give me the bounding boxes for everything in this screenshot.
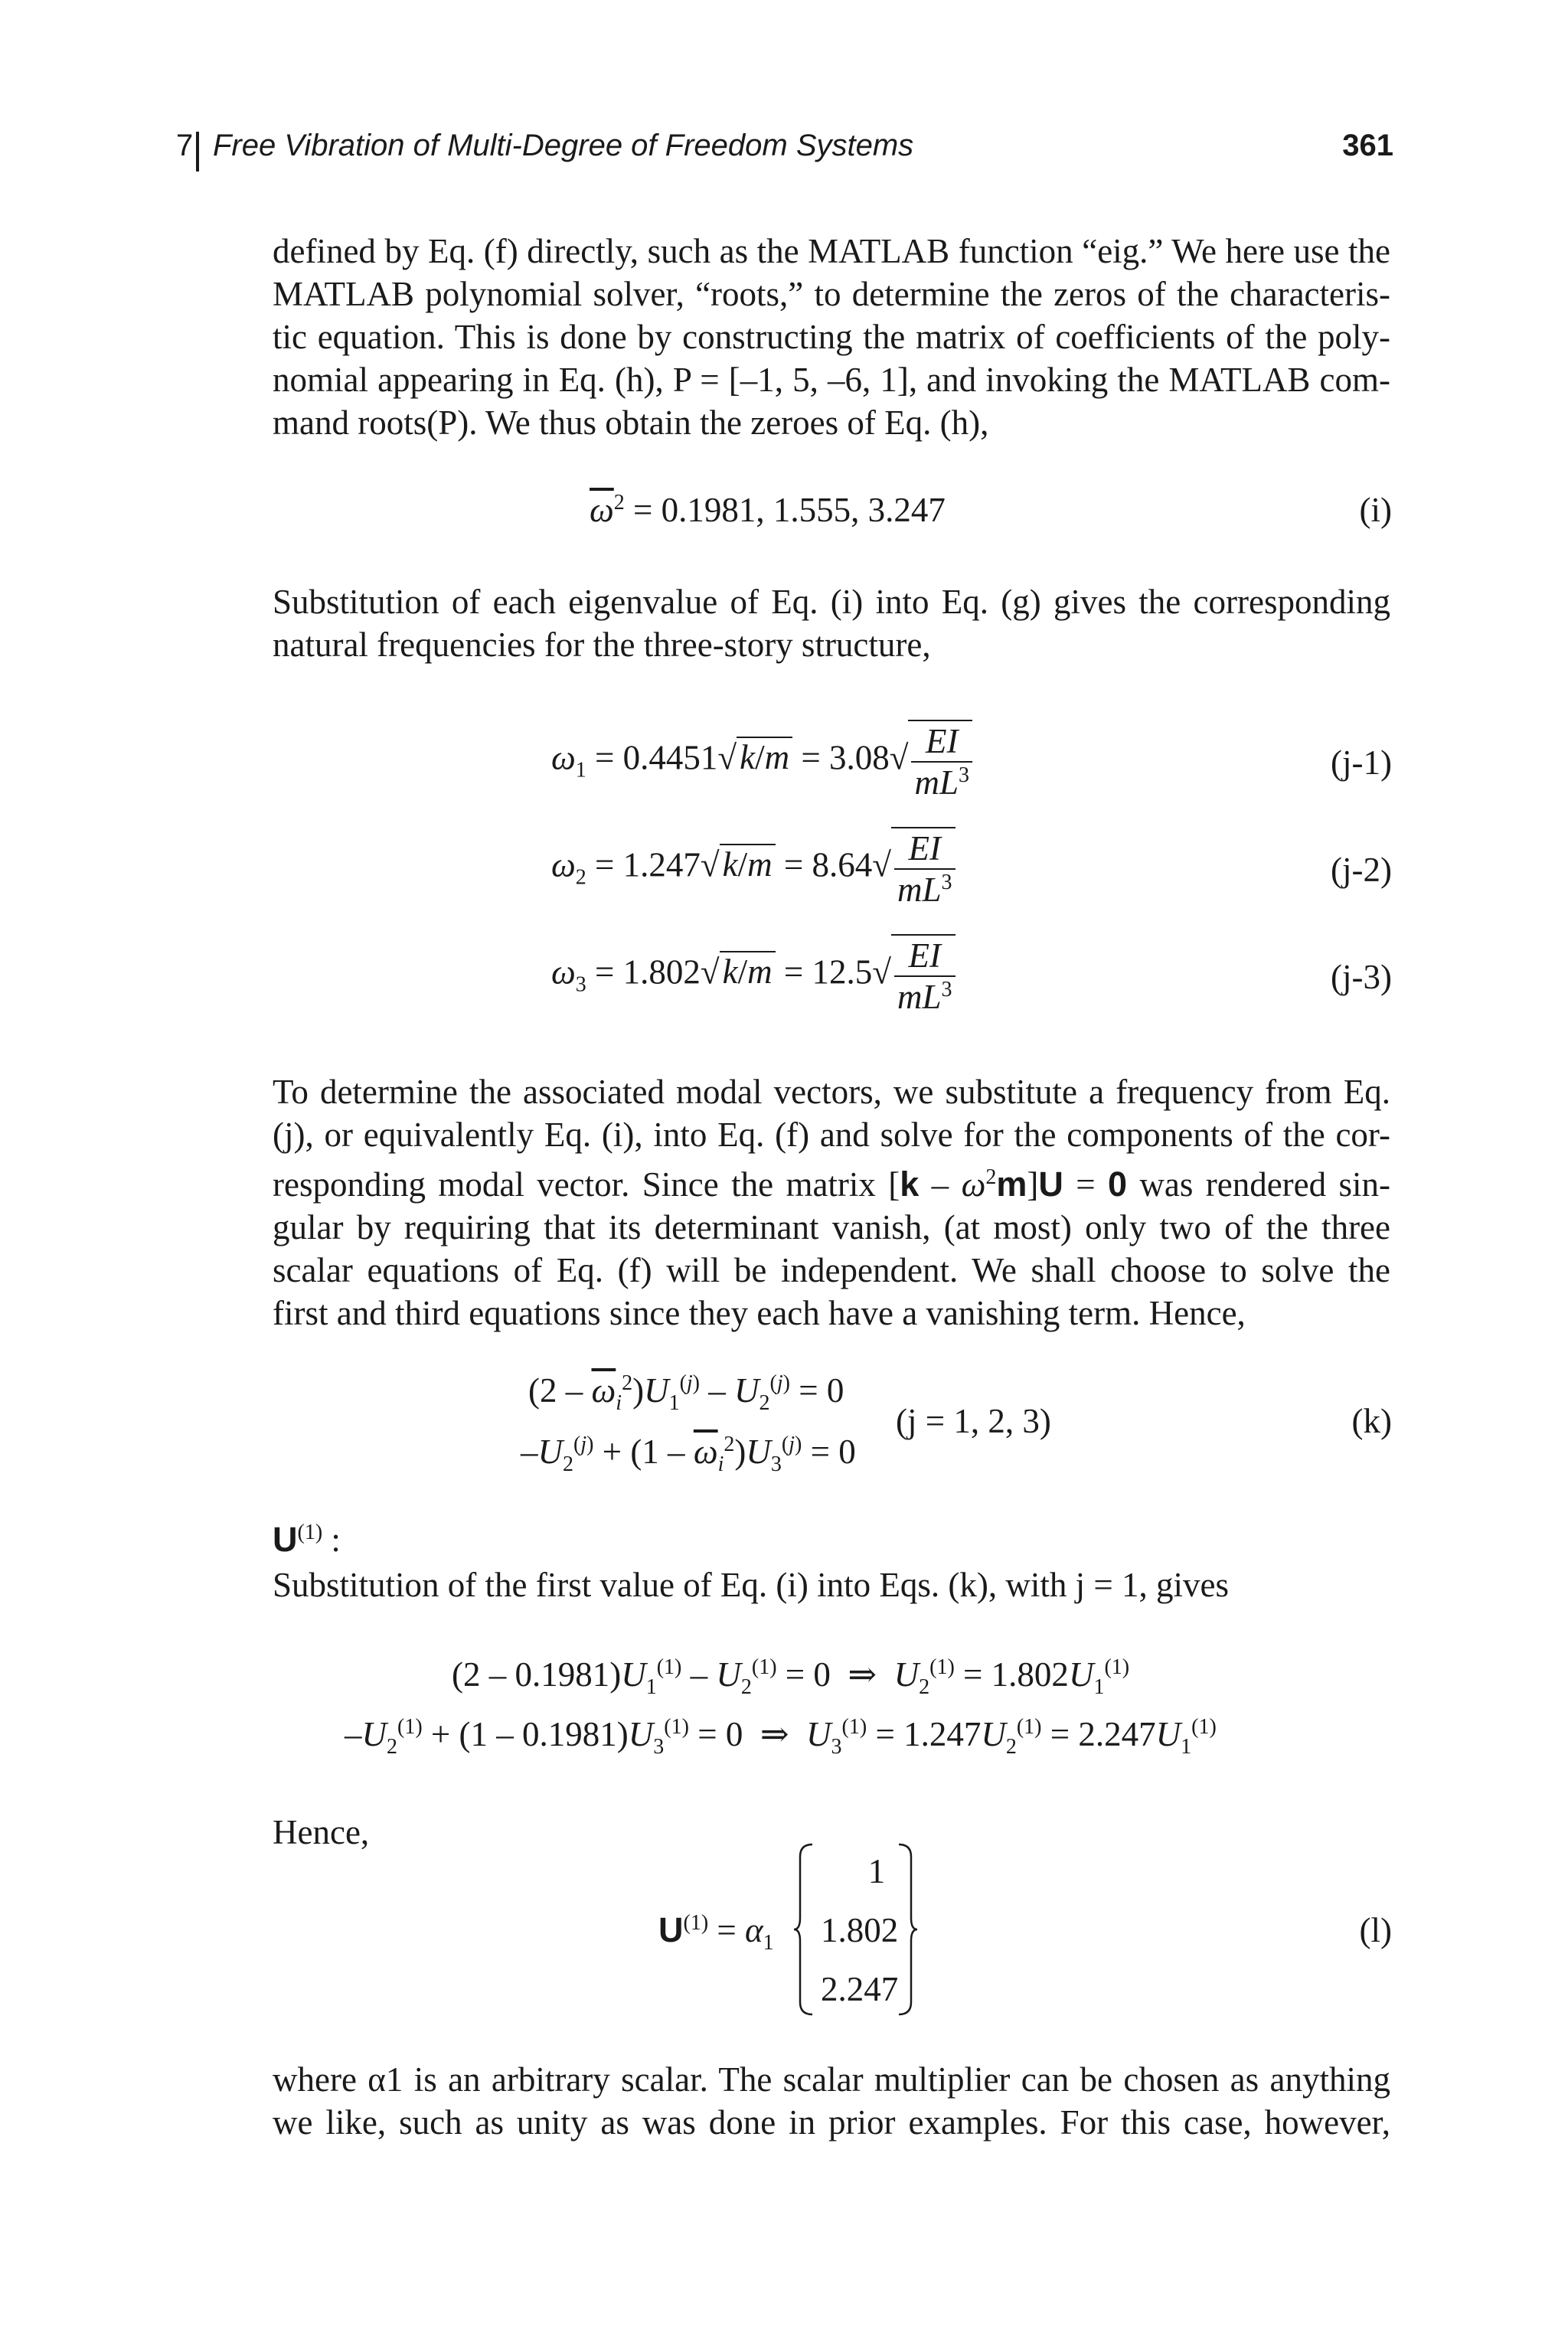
equation-j1: $\omega_1 = 0.4451√k/m = 3.08√$ $\frac{EI}{mL^3}$ bbox=[551, 720, 972, 802]
vector-entry: 1.802 bbox=[821, 1911, 899, 1949]
chapter-title: Free Vibration of Multi-Degree of Freedom Systems bbox=[213, 129, 914, 162]
substitution-eq-2: $-U_2^{(1)} + (1 - 0.1981)U_3^{(1)} = 0$ ⇒ $U_3^{(1)} = 1.247U_2^{(1)} = 2.247U_1^{(1)}$ bbox=[345, 1715, 1217, 1759]
equation-label: (k) bbox=[1351, 1402, 1392, 1440]
equation-k-range: (j = 1, 2, 3) bbox=[896, 1402, 1051, 1440]
right-brace bbox=[896, 1841, 919, 2017]
left-brace bbox=[792, 1841, 815, 2017]
text-line: To determine the associated modal vectors, we substitute a frequency from Eq. bbox=[273, 1073, 1390, 1111]
equation-l-lhs: $U^{(1)} = \alpha_1$ bbox=[658, 1910, 774, 1955]
equation-k-row2: $-U_2^{(j)} + (1 - \overline{\omega}_i^2)U_3^{(j)} = 0$ bbox=[521, 1433, 856, 1476]
hence-text: Hence, bbox=[273, 1813, 370, 1851]
vector-entry: 1 bbox=[867, 1852, 886, 1890]
text-line-with-math: responding modal vector. Since the matrix $[k - \omega^2m]U = 0$ was rendered sin- bbox=[273, 1165, 1391, 1204]
mode-heading: $U^{(1)}$ : bbox=[273, 1520, 341, 1559]
equation-label: (j-2) bbox=[1331, 851, 1392, 889]
text-line: (j), or equivalently Eq. (i), into Eq. (f) and solve for the components of the cor- bbox=[273, 1116, 1390, 1154]
text-line: scalar equations of Eq. (f) will be independent. We shall choose to solve the bbox=[273, 1251, 1390, 1289]
paragraph-1 bbox=[273, 230, 1390, 444]
text-line: mand roots(P). We thus obtain the zeroes of Eq. (h), bbox=[273, 403, 989, 442]
text-line: we like, such as unity as was done in prior examples. For this case, however, bbox=[273, 2103, 1390, 2142]
paragraph-4 bbox=[273, 1563, 1390, 1606]
text-line: defined by Eq. (f) directly, such as the MATLAB function “eig.” We here use the bbox=[273, 232, 1390, 270]
paragraph-5 bbox=[273, 2058, 1390, 2144]
page-number: 361 bbox=[1342, 129, 1393, 162]
equation-label: (i) bbox=[1359, 491, 1392, 529]
chapter-number: 7 bbox=[176, 129, 194, 162]
text-line: gular by requiring that its determinant vanish, (at most) only two of the three bbox=[273, 1208, 1390, 1246]
text-line: nomial appearing in Eq. (h), P = [–1, 5, –6, 1], and invoking the MATLAB com- bbox=[273, 361, 1390, 399]
paragraph-3 bbox=[273, 1070, 1390, 1335]
equation-j2: $\omega_2 = 1.247√k/m = 8.64√$ $\frac{EI}{mL^3}$ bbox=[551, 827, 956, 910]
substitution-eq-1: $(2 - 0.1981)U_1^{(1)} - U_2^{(1)} = 0$ ⇒ $U_2^{(1)} = 1.802U_1^{(1)}$ bbox=[452, 1655, 1130, 1699]
equation-i: $\overline{\omega}^2 = 0.1981$, 1.555, 3.247 bbox=[590, 491, 946, 529]
header-divider bbox=[196, 132, 199, 172]
equation-k-row1: $(2 - \overline{\omega}_i^2)U_1^{(j)} - U_2^{(j)} = 0$ bbox=[528, 1371, 844, 1415]
running-header bbox=[176, 129, 1393, 178]
equation-label: (j-3) bbox=[1331, 958, 1392, 996]
equation-j3: $\omega_3 = 1.802√k/m = 12.5√$ $\frac{EI}{mL^3}$ bbox=[551, 934, 956, 1017]
equation-label: (j-1) bbox=[1331, 743, 1392, 782]
text-line: Substitution of the first value of Eq. (i) into Eqs. (k), with j = 1, gives bbox=[273, 1566, 1229, 1604]
text-line: first and third equations since they each have a vanishing term. Hence, bbox=[273, 1294, 1246, 1332]
paragraph-2 bbox=[273, 580, 1390, 666]
text-line: Substitution of each eigenvalue of Eq. (i) into Eq. (g) gives the corresponding bbox=[273, 583, 1390, 621]
vector-entry: 2.247 bbox=[821, 1970, 899, 2008]
text-line: tic equation. This is done by constructing the matrix of coefficients of the poly- bbox=[273, 318, 1390, 356]
text-line: MATLAB polynomial solver, “roots,” to determine the zeros of the characteris- bbox=[273, 275, 1390, 313]
text-line: where α1 is an arbitrary scalar. The scalar multiplier can be chosen as anything bbox=[273, 2060, 1390, 2099]
equation-label: (l) bbox=[1359, 1911, 1392, 1949]
text-line: natural frequencies for the three-story structure, bbox=[273, 626, 931, 664]
